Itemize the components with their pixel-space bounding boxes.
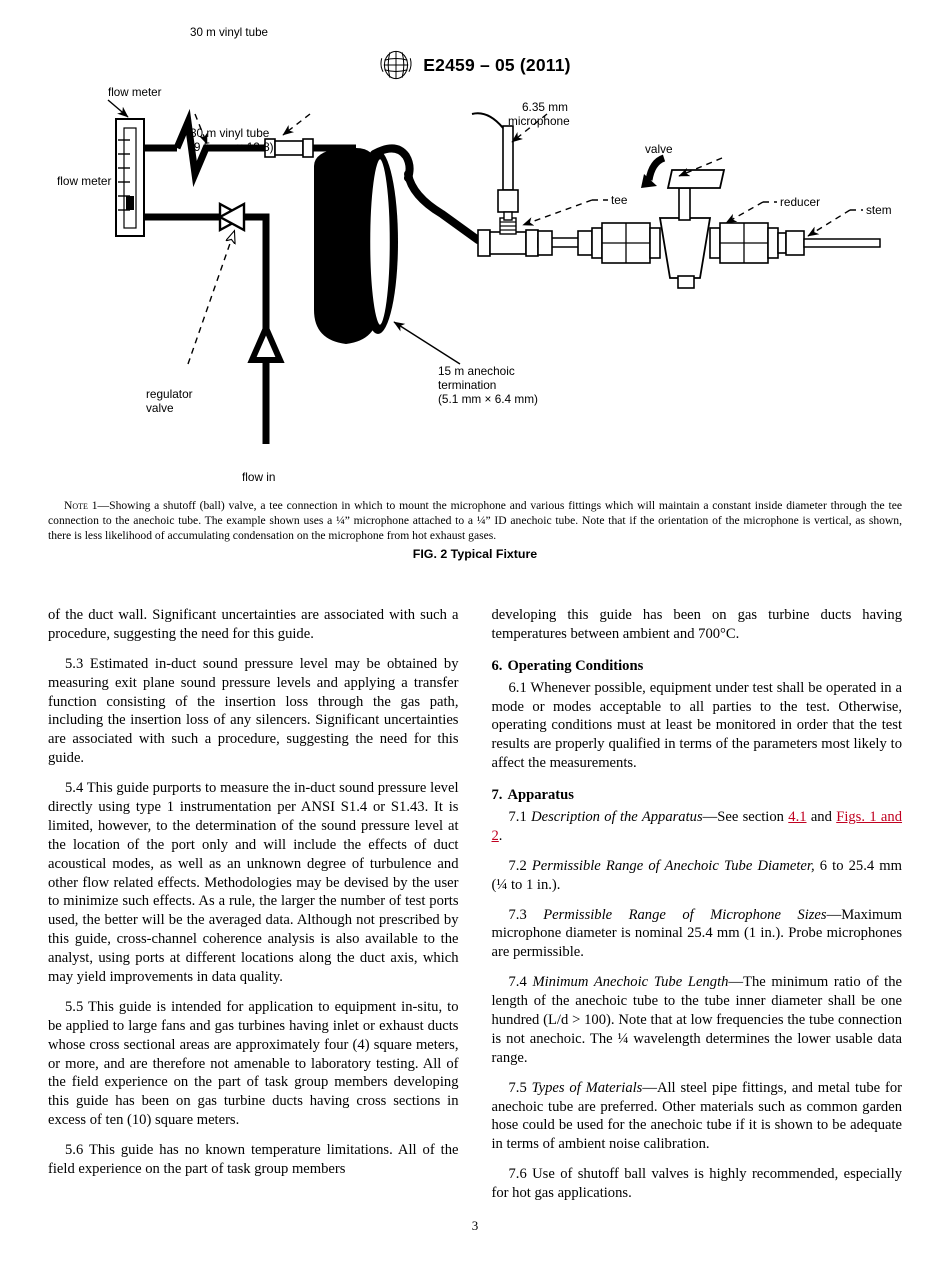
para-7-1-runin-heading: Description of the Apparatus: [531, 809, 703, 826]
section-6-title: Operating Conditions: [507, 657, 644, 674]
note-label: Note 1: [64, 499, 98, 512]
para-7-4-number: 7.4: [508, 974, 533, 991]
section-heading-7: [492, 786, 903, 805]
figure-caption: FIG. 2 Typical Fixture: [412, 547, 538, 561]
section-heading-6: [492, 657, 903, 676]
figure-note: [48, 498, 902, 543]
para-7-2-runin-heading: Permissible Range of Anechoic Tube Diameter,: [531, 857, 815, 874]
para-7-4-runin-heading: Minimum Anechoic Tube Length: [532, 974, 729, 991]
label-vinyl-tube-line1: 30 m vinyl tube: [190, 26, 268, 39]
section-7-number: 7.: [491, 787, 503, 804]
para-7-3-text: —Maximum microphone diameter is nominal 25.4 mm (1 in.). Probe microphones are permissible.: [491, 906, 902, 961]
vinyl-tube-line: [144, 122, 265, 174]
para-7-5-text: —All steel pipe fittings, and metal tube for anechoic tube are preferred. Other materials such as common garden hose could be used for the anechoic tube if it is shown to be adequate in terms of ambient noise calibration.: [491, 1079, 903, 1153]
label-anechoic-line3: (5.1 mm × 6.4 mm): [438, 392, 538, 406]
para-7-5-number: 7.5: [508, 1079, 532, 1096]
paragraph-7-6: 7.6 Use of shutoff ball valves is highly recommended, especially for hot gas applications.: [491, 1166, 902, 1202]
label-flow-in: flow in: [242, 470, 276, 484]
para-7-1-end: .: [498, 827, 503, 844]
microphone-cable: [472, 113, 503, 128]
label-valve: valve: [645, 142, 673, 156]
label-microphone-line2: microphone: [508, 114, 570, 128]
para-7-2-number: 7.2: [508, 857, 532, 874]
label-reducer: reducer: [780, 195, 820, 209]
pipe-run-after-tee: [538, 223, 660, 263]
label-anechoic-line2: termination: [438, 378, 497, 392]
cross-ref-link-4-1[interactable]: 4.1: [788, 809, 807, 826]
para-7-2-text: 6 to 25.4 mm (¼ to 1 in.).: [491, 857, 903, 893]
body-columns: [48, 606, 902, 1206]
label-vinyl-tube-line2: (9.5 mm × 12.8): [190, 140, 274, 154]
note-text: —Showing a shutoff (ball) valve, a tee connection in which to mount the microphone and various fittings which will maintain a constant inside diameter through the tee connection to the anechoic tube. The example shown uses a ¼” microphone attached to a ¼” ID anechoic tube. Note that if the orientation of the microphone is vertical, as shown, there is less likelihood of accumulating condensation on the microphone from hot exhaust gases.: [48, 499, 902, 543]
cross-ref-link-figs-1-and-2[interactable]: Figs. 1 and 2: [491, 809, 903, 844]
label-regulator-valve-line1: regulator: [146, 387, 193, 401]
para-7-1-dash: —See section: [702, 809, 789, 826]
paragraph-5-5: 5.5 This guide is intended for application to equipment in-situ, to be applied to large fans and gas turbines having inlet or exhaust ducts whose cross sectional areas are approximately four (4) square meters, or more, and are therefore not amenable to laboratory testing. All of the field experience on the part of task group members developing this guide has been on gas turbine ducts having cross sections in excess of ten (10) square meters.: [48, 998, 459, 1129]
para-7-4-text: —The minimum ratio of the length of the anechoic tube to the tube inner diameter shall be one hundred (L/d > 100). Note that at low frequencies the tube connection is not anechoic. The ¼ wavelength determines the lower usable data range.: [491, 974, 902, 1066]
page-number: 3: [471, 1218, 479, 1233]
paragraph-6-1: 6.1 Whenever possible, equipment under test shall be operated in a mode or modes acceptable to all parties to the test. Otherwise, operating conditions must at least be monitored in order that the test results are properly qualified in terms of the parameters most likely to affect the measurements.: [491, 679, 902, 772]
para-7-3-number: 7.3: [508, 906, 544, 923]
tee-fitting: [478, 218, 538, 256]
paragraph-7-3: [492, 906, 903, 963]
section-7-title: Apparatus: [507, 787, 574, 804]
stem-tube: [804, 239, 880, 247]
valve-handle: [668, 170, 724, 188]
paragraph-7-5: [492, 1079, 903, 1155]
paragraph-5-4: 5.4 This guide purports to measure the in-duct sound pressure level directly using type 1 instrumentation per ANSI S1.4 or S1.43. It is limited, however, to the determination of the sound pressure level at the location of the port only and will include the effects of duct acoustical modes, as well as an unknown degree of turbulence and other flow related effects. Methodologies may be devised by the user to minimize such effects. As a rule, the larger the number of test ports used, the better will be the averaged data. Although not prescribed by this guide, cross-channel coherence analysis is also available to the analyst, using ports at different locations along the duct axis, which may yield improvements in data quality.: [48, 780, 459, 986]
paragraph-7-2: [492, 857, 903, 895]
paragraph-5-2-continued: of the duct wall. Significant uncertainties are associated with such a procedure, suggesting the need for this guide.: [48, 607, 459, 642]
label-coupling: coupling: [318, 154, 362, 168]
paragraph-7-4: [492, 973, 903, 1067]
document-designation: E2459 – 05 (2011): [423, 54, 571, 75]
right-column: [492, 606, 903, 1206]
flow-in-arrow: [252, 328, 280, 444]
paragraph-5-3: 5.3 Estimated in-duct sound pressure level may be obtained by measuring exit plane sound pressure levels and applying a transfer function consisting of the insertion loss through the gas path, including the insertion loss of any silencers. Significant uncertainties are associated with such a procedure, suggesting the need for this guide.: [48, 655, 459, 767]
label-stem: stem: [866, 203, 892, 217]
ball-valve: [641, 158, 724, 288]
left-column: [48, 606, 459, 1206]
astm-logo-icon: [379, 48, 413, 82]
paragraph-5-6-continued: developing this guide has been on gas turbine ducts having temperatures between ambient and 700°C.: [491, 607, 902, 642]
regulator-valve-symbol: [144, 204, 266, 332]
paragraph-5-6: 5.6 This guide has no known temperature limitations. All of the field experience on the part of task group members: [48, 1142, 459, 1178]
para-7-1-mid: and: [806, 809, 837, 826]
label-microphone-line1: 6.35 mm: [522, 100, 568, 114]
microphone-probe: [472, 113, 518, 220]
rotation-arrow: [649, 158, 664, 180]
para-7-5-runin-heading: Types of Materials: [531, 1079, 643, 1096]
label-tee: tee: [611, 193, 628, 207]
label-vinyl-tube-line1: 30 m vinyl tube: [190, 126, 270, 140]
label-flow-meter: flow meter: [57, 174, 112, 188]
para-7-3-runin-heading: Permissible Range of Microphone Sizes: [543, 906, 827, 923]
section-6-number: 6.: [491, 657, 503, 674]
anechoic-coil: [314, 148, 478, 344]
para-7-1-number: 7.1: [508, 809, 532, 826]
label-anechoic-line1: 15 m anechoic: [438, 364, 515, 378]
document-header: [0, 48, 950, 82]
paragraph-7-1: [492, 808, 903, 846]
label-regulator-valve-line2: valve: [146, 401, 174, 415]
label-flow-meter: flow meter: [108, 86, 162, 99]
flow-meter-symbol: [116, 119, 144, 236]
reducer-fitting: [710, 223, 804, 263]
